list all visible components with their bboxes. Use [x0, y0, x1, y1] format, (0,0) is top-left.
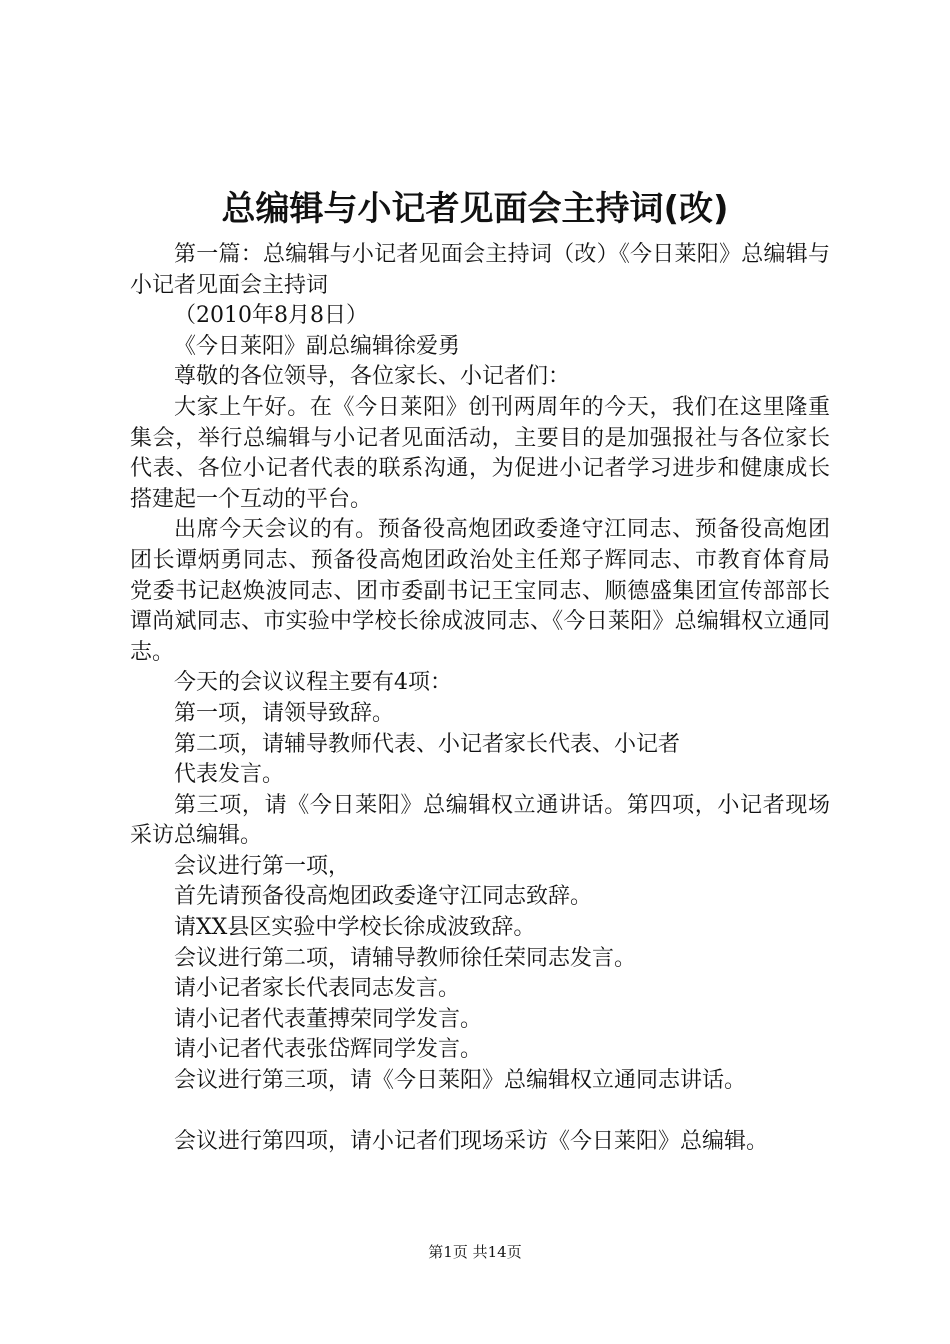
paragraph-intro: 第一篇：总编辑与小记者见面会主持词（改）《今日莱阳》总编辑与小记者见面会主持词	[130, 242, 830, 298]
paragraph-date: （2010年8月8日）	[174, 303, 368, 329]
paragraph-speech-2: 请XX县区实验中学校长徐成波致辞。	[174, 915, 536, 941]
paragraph-greeting: 大家上午好。在《今日莱阳》创刊两周年的今天，我们在这里隆重集会，举行总编辑与小记者见面活动，主要目的是加强报社与各位家长代表、各位小记者代表的联系沟通，为促进小记者学习进步和健康成长搭建起一个互动的平台。	[130, 394, 830, 512]
paragraph-agenda-item-2-cont: 代表发言。	[174, 762, 285, 788]
paragraph-agenda-item-3-4: 第三项，请《今日莱阳》总编辑权立通讲话。第四项，小记者现场采访总编辑。	[130, 792, 830, 849]
paragraph-salutation: 尊敬的各位领导，各位家长、小记者们：	[174, 364, 571, 390]
paragraph-agenda-intro: 今天的会议议程主要有4项：	[174, 670, 452, 696]
paragraph-speech-1: 首先请预备役高炮团政委逄守江同志致辞。	[174, 884, 593, 910]
document-title: 总编辑与小记者见面会主持词(改)	[221, 189, 729, 229]
paragraph-session-3: 会议进行第三项，请《今日莱阳》总编辑权立通同志讲话。	[174, 1068, 747, 1094]
paragraph-speech-5: 请小记者代表张岱辉同学发言。	[174, 1037, 483, 1063]
paragraph-attendees: 出席今天会议的有。预备役高炮团政委逄守江同志、预备役高炮团团长谭炳勇同志、预备役高炮团政治处主任郑子辉同志、市教育体育局党委书记赵焕波同志、团市委副书记王宝同志、顺德盛集团宣传部部长谭尚斌同志、市实验中学校长徐成波同志、《今日莱阳》总编辑权立通同志。	[130, 517, 830, 665]
paragraph-speech-3: 请小记者家长代表同志发言。	[174, 976, 461, 1002]
paragraph-author: 《今日莱阳》副总编辑徐爱勇	[174, 333, 461, 359]
paragraph-agenda-item-2: 第二项，请辅导教师代表、小记者家长代表、小记者	[174, 731, 681, 757]
paragraph-agenda-item-1: 第一项，请领导致辞。	[174, 700, 395, 726]
paragraph-session-4: 会议进行第四项，请小记者们现场采访《今日莱阳》总编辑。	[174, 1128, 769, 1154]
page-footer: 第1页 共14页	[428, 1243, 522, 1261]
paragraph-session-1: 会议进行第一项，	[174, 853, 351, 879]
document-body	[130, 240, 830, 1157]
paragraph-speech-4: 请小记者代表董搏荣同学发言。	[174, 1006, 483, 1032]
paragraph-spacer	[130, 1097, 830, 1127]
paragraph-session-2: 会议进行第二项，请辅导教师徐任荣同志发言。	[174, 945, 637, 971]
